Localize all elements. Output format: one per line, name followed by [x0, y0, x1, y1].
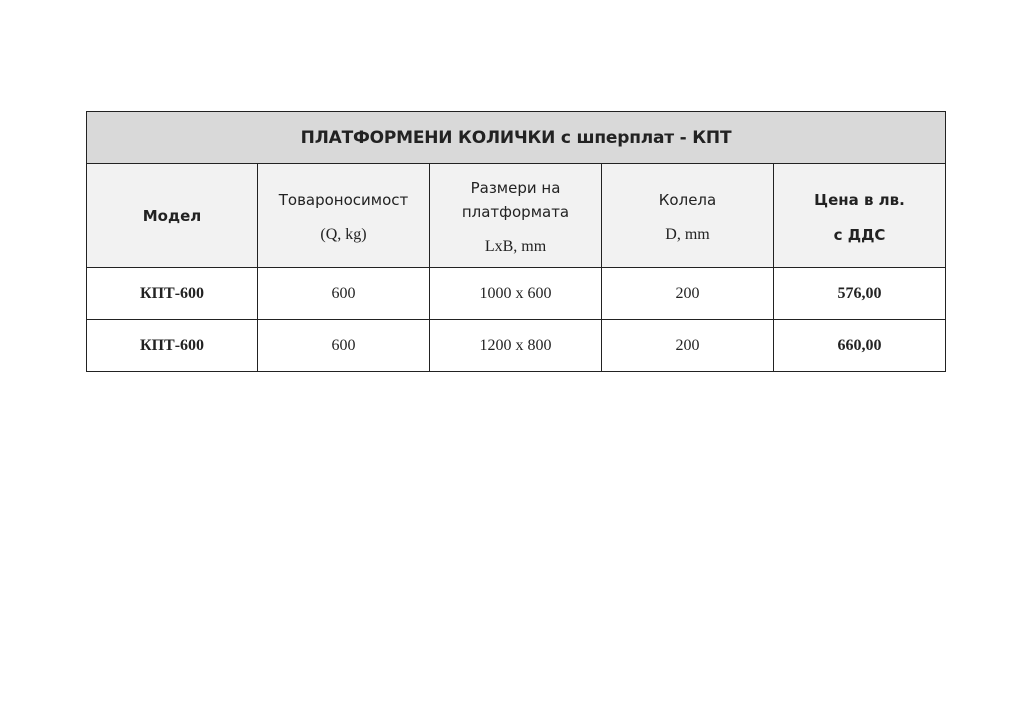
price-table — [86, 111, 946, 372]
header-price-label: Цена в лв. — [814, 190, 905, 209]
table-row — [87, 268, 946, 320]
header-wheels-unit: D, mm — [665, 225, 710, 243]
header-capacity-unit: (Q, kg) — [320, 225, 367, 243]
header-dimensions-label-line2: платформата — [461, 202, 570, 221]
header-capacity-label: Товароносимост — [278, 190, 409, 209]
header-model — [87, 164, 258, 268]
header-dimensions-unit: LxB, mm — [484, 237, 547, 255]
header-wheels-label: Колела — [658, 190, 717, 209]
cell-capacity: 600 — [258, 320, 430, 372]
cell-price: 576,00 — [774, 268, 946, 320]
cell-model: КПТ-600 — [87, 268, 258, 320]
cell-price: 660,00 — [774, 320, 946, 372]
header-wheels — [602, 164, 774, 268]
header-price-unit: с ДДС — [833, 225, 886, 244]
cell-dimensions: 1000 x 600 — [430, 268, 602, 320]
header-model-label: Модел — [142, 206, 202, 225]
header-dimensions — [430, 164, 602, 268]
cell-wheels: 200 — [602, 268, 774, 320]
header-price — [774, 164, 946, 268]
cell-dimensions: 1200 x 800 — [430, 320, 602, 372]
table-title-row — [87, 112, 946, 164]
header-dimensions-label-line1: Размери на — [470, 178, 561, 197]
header-capacity — [258, 164, 430, 268]
cell-wheels: 200 — [602, 320, 774, 372]
cell-capacity: 600 — [258, 268, 430, 320]
cell-model: КПТ-600 — [87, 320, 258, 372]
table-row — [87, 320, 946, 372]
table-title: ПЛАТФОРМЕНИ КОЛИЧКИ с шперплат - КПТ — [87, 112, 946, 164]
table-header-row — [87, 164, 946, 268]
